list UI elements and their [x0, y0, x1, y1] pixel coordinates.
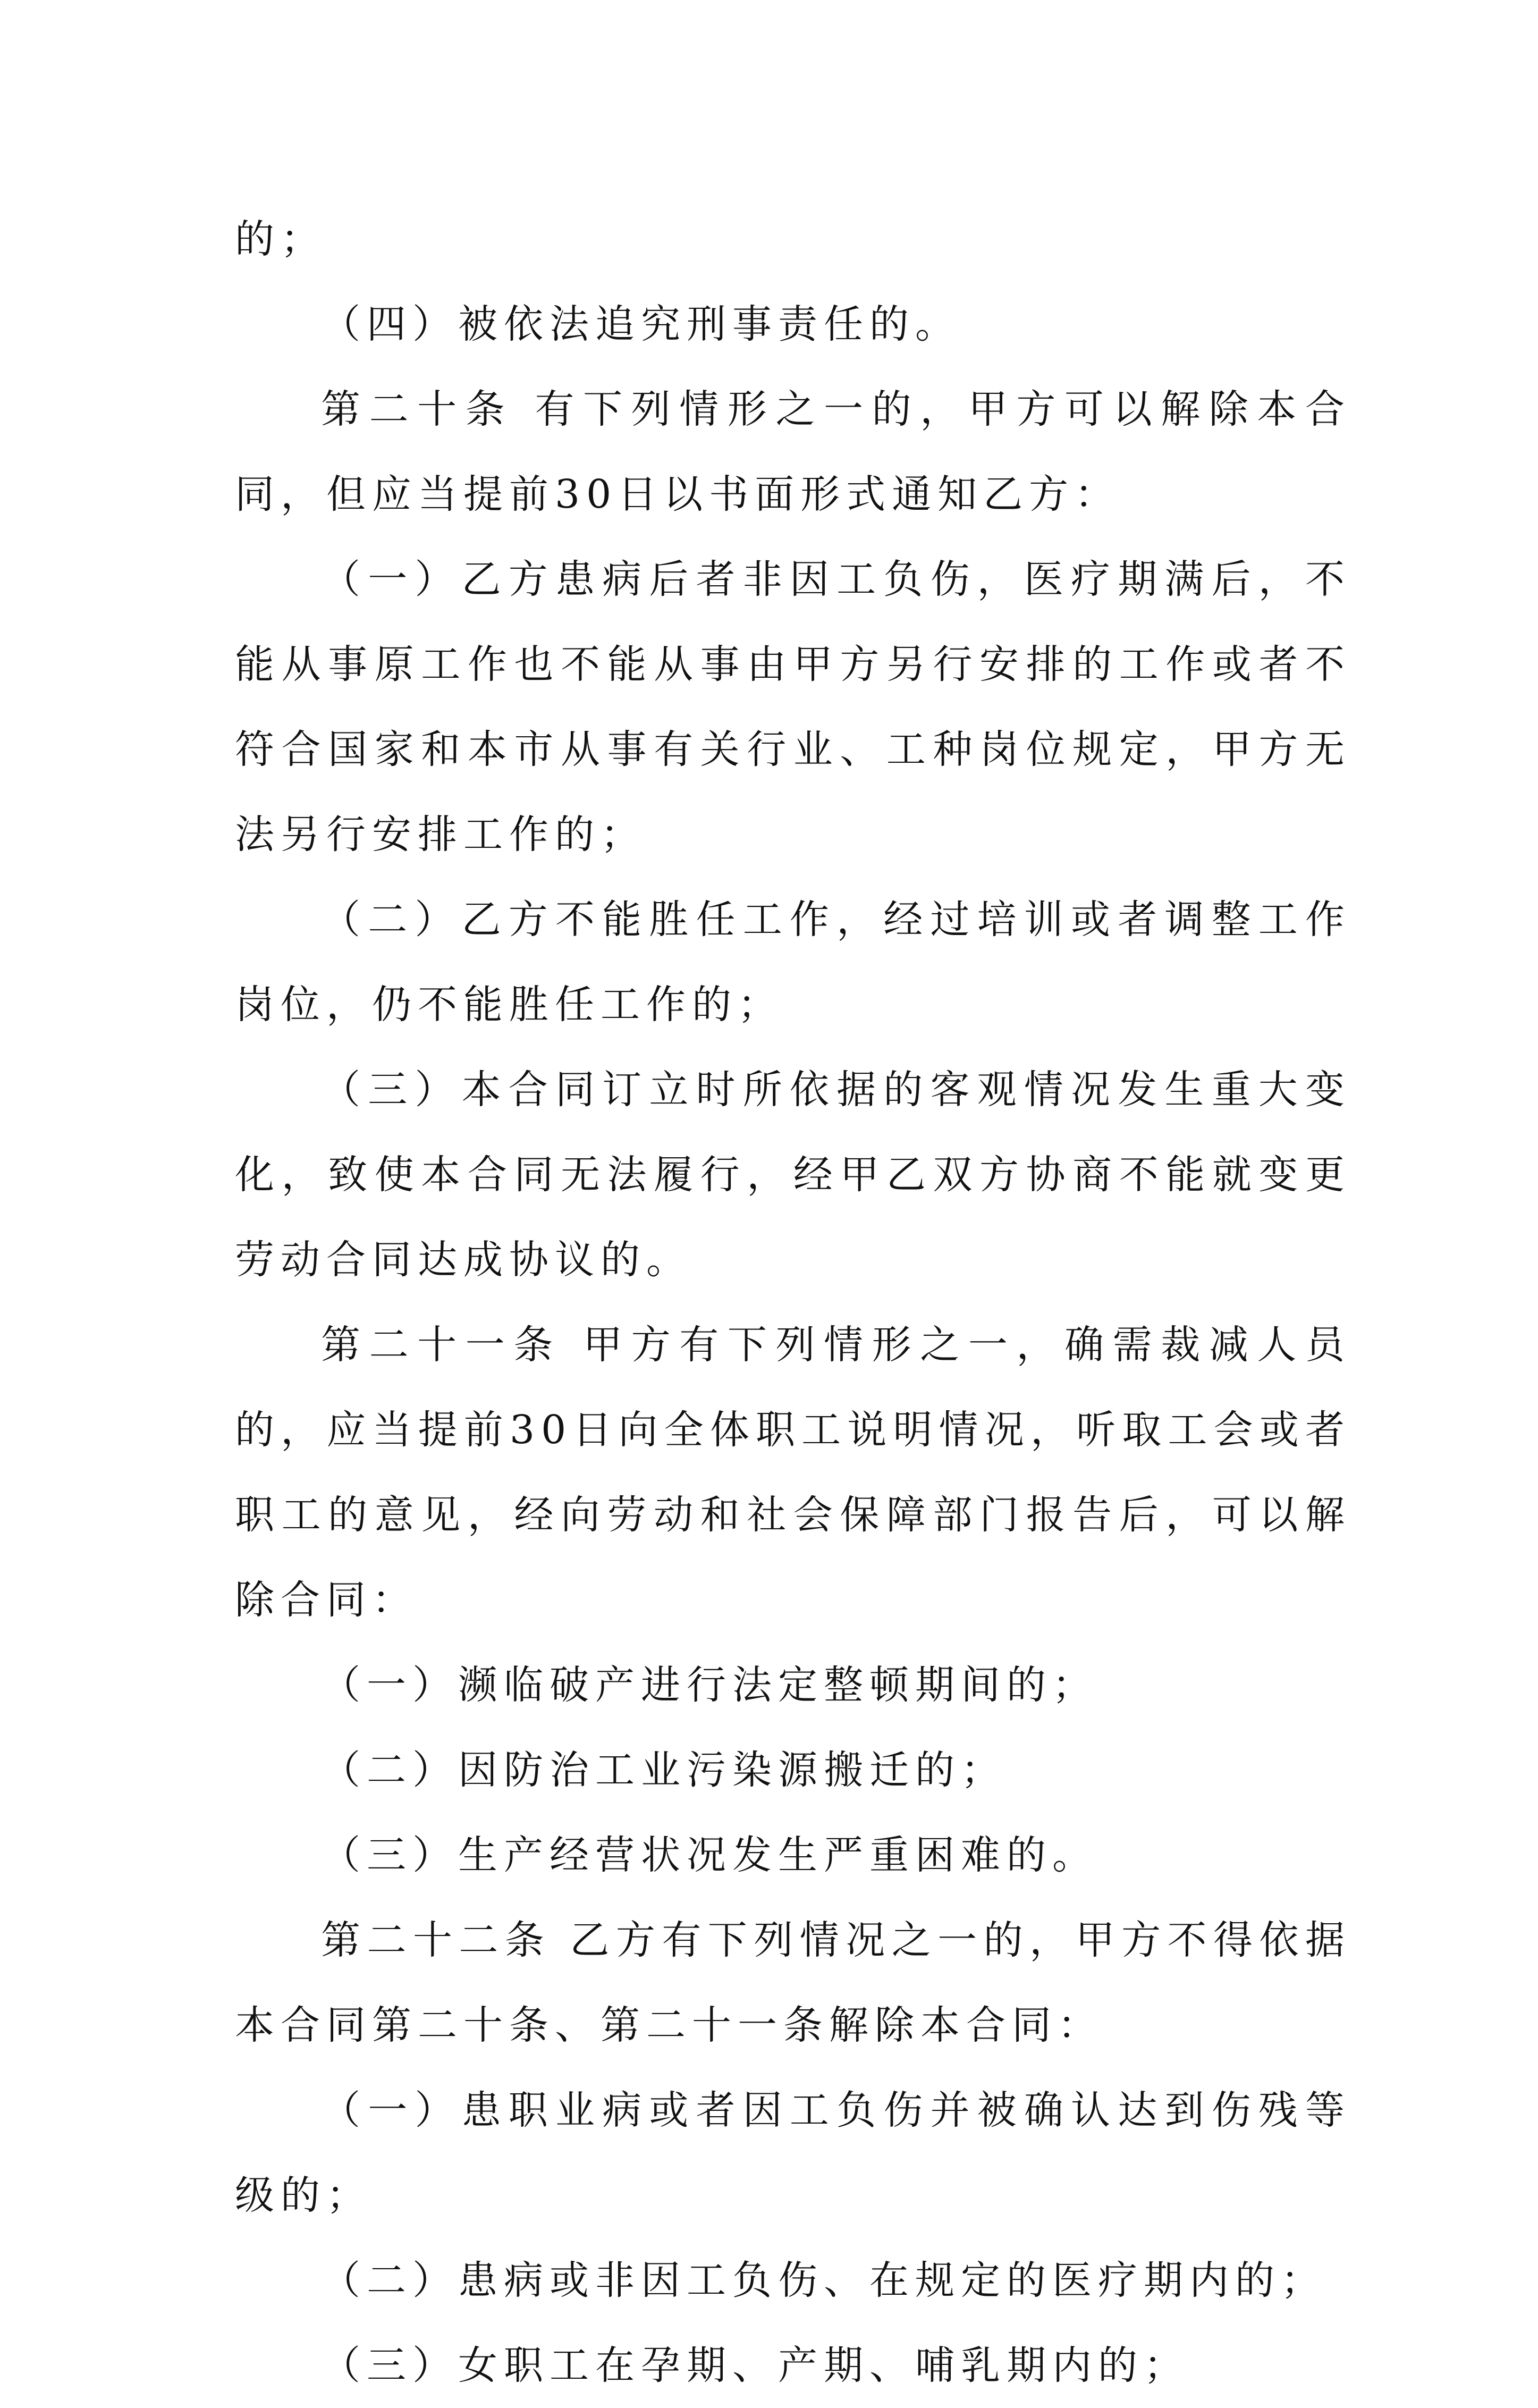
- paragraph-item-4: （四）被依法追究刑事责任的。: [321, 301, 961, 347]
- paragraph-article-20-item-3: （三）本合同订立时所依据的客观情况发生重大变化，致使本合同无法履行，经甲乙双方协商不能就变更劳动合同达成协议的。: [235, 1067, 1351, 1283]
- paragraph-continuation: 的；: [235, 216, 326, 262]
- paragraph-article-21-item-3: （三）生产经营状况发生严重困难的。: [321, 1832, 1098, 1878]
- paragraph-article-20-item-1: （一）乙方患病后者非因工负伤，医疗期满后，不能从事原工作也不能从事由甲方另行安排的工作或者不符合国家和本市从事有关行业、工种岗位规定，甲方无法另行安排工作的；: [235, 557, 1351, 857]
- paragraph-article-20-item-2: （二）乙方不能胜任工作，经过培训或者调整工作岗位，仍不能胜任工作的；: [235, 897, 1351, 1028]
- paragraph-article-20: 第二十条 有下列情形之一的，甲方可以解除本合同，但应当提前30日以书面形式通知乙方：: [235, 386, 1351, 517]
- paragraph-article-21: 第二十一条 甲方有下列情形之一，确需裁减人员的，应当提前30日向全体职工说明情况，听取工会或者职工的意见，经向劳动和社会保障部门报告后，可以解除合同：: [235, 1322, 1351, 1623]
- paragraph-article-22: 第二十二条 乙方有下列情况之一的，甲方不得依据本合同第二十条、第二十一条解除本合同：: [235, 1917, 1351, 2048]
- contract-body-text: [235, 197, 1351, 2408]
- paragraph-article-22-item-3: （三）女职工在孕期、产期、哺乳期内的；: [321, 2343, 1189, 2388]
- paragraph-article-22-item-1: （一）患职业病或者因工负伤并被确认达到伤残等级的；: [235, 2087, 1351, 2218]
- paragraph-article-22-item-2: （二）患病或非因工负伤、在规定的医疗期内的；: [321, 2258, 1326, 2303]
- paragraph-article-21-item-2: （二）因防治工业污染源搬迁的；: [321, 1747, 1007, 1793]
- paragraph-article-21-item-1: （一）濒临破产进行法定整顿期间的；: [321, 1662, 1098, 1708]
